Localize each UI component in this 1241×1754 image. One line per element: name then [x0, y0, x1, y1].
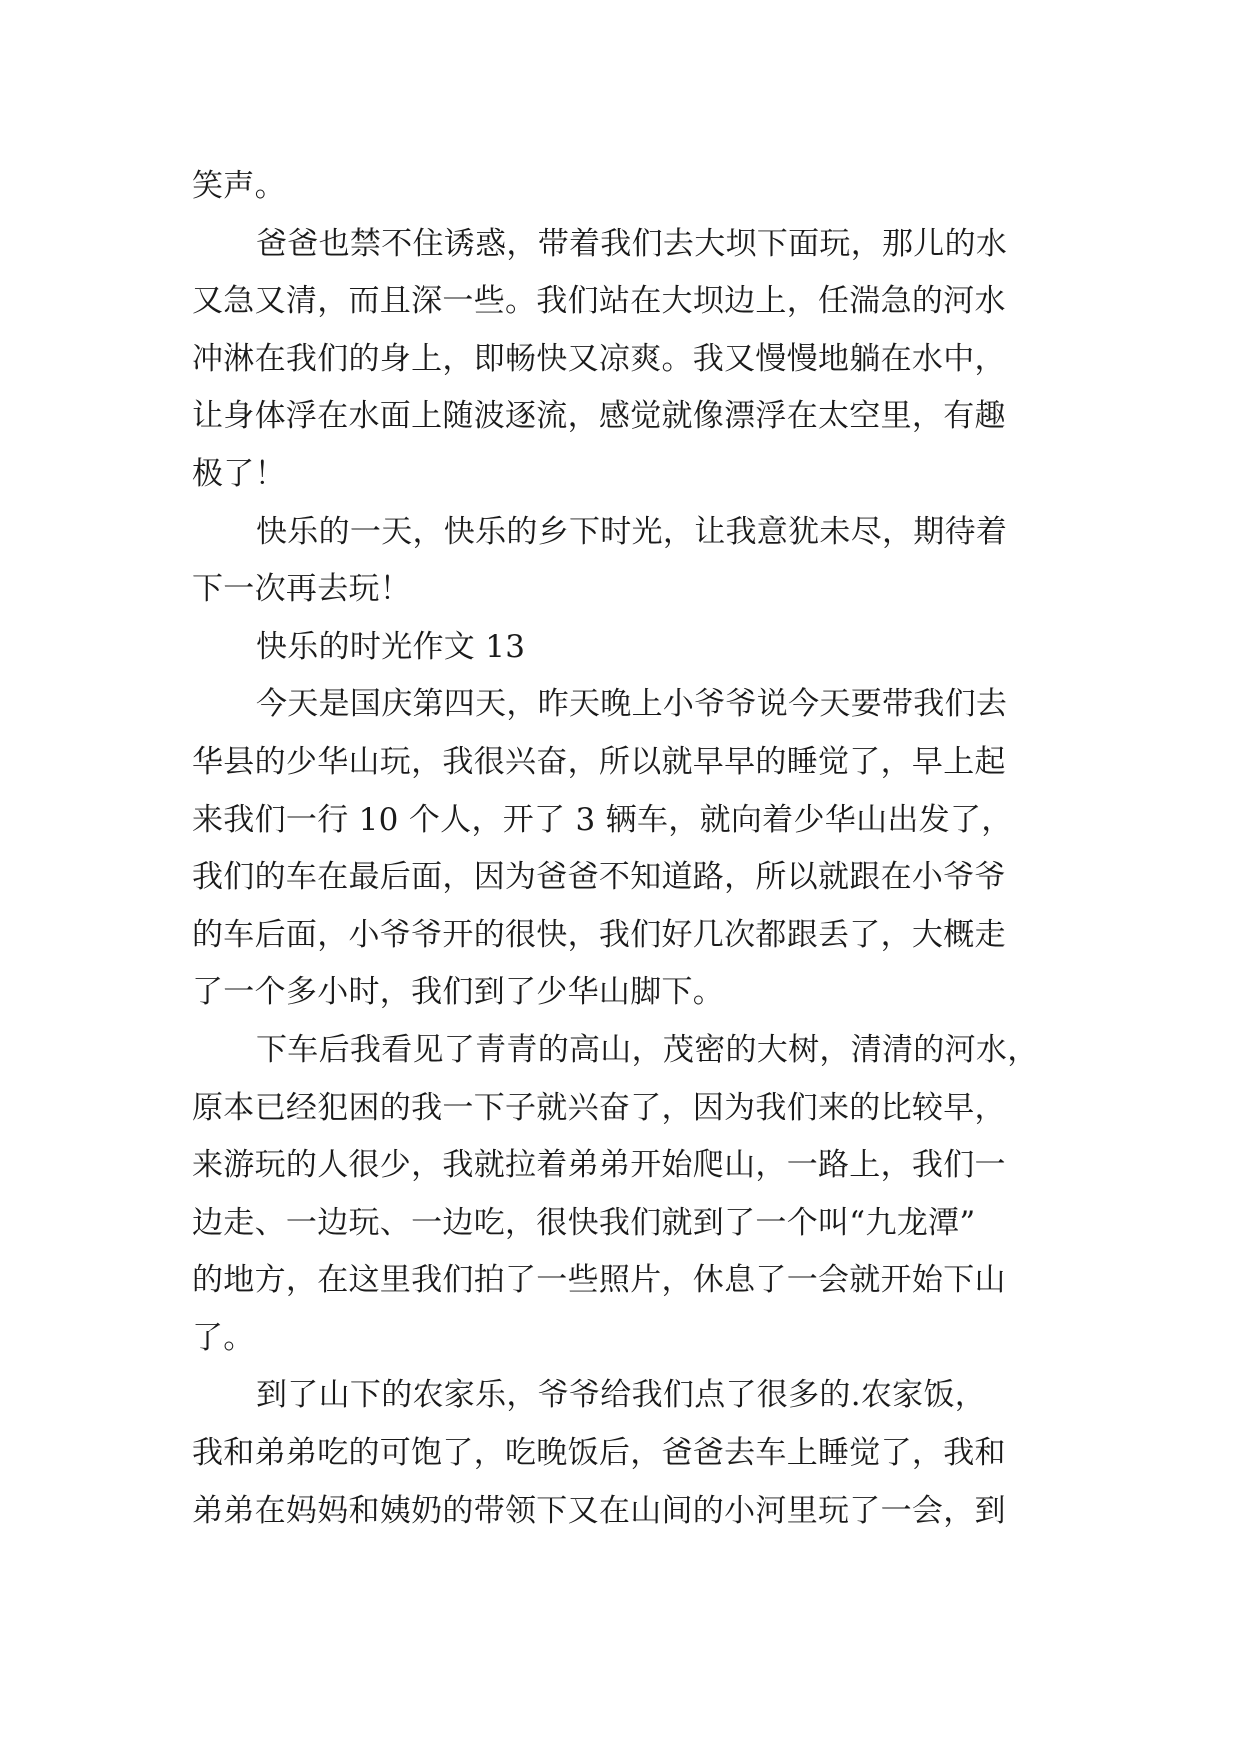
text-line: 冲淋在我们的身上，即畅快又凉爽。我又慢慢地躺在水中，	[192, 340, 1006, 377]
text-line: 笑声。	[192, 168, 286, 204]
text-line: 的车后面，小爷爷开的很快，我们好几次都跟丢了，大概走	[192, 916, 1006, 953]
text-line: 下一次再去玩！	[192, 571, 412, 608]
text-line: 来我们一行 10 个人，开了 3 辆车，就向着少华山出发了，	[192, 801, 1013, 838]
text-line: 弟弟在妈妈和姨奶的带领下又在山间的小河里玩了一会，到	[192, 1492, 1006, 1529]
text-line: 原本已经犯困的我一下子就兴奋了，因为我们来的比较早，	[192, 1089, 1006, 1126]
text-line: 快乐的时光作文 13	[256, 628, 526, 665]
text-line: 的地方，在这里我们拍了一些照片，休息了一会就开始下山	[192, 1262, 1006, 1299]
text-line: 了。	[192, 1319, 255, 1356]
text-line: 爸爸也禁不住诱惑，带着我们去大坝下面玩，那儿的水	[256, 225, 1008, 262]
text-line: 今天是国庆第四天，昨天晚上小爷爷说今天要带我们去	[256, 686, 1008, 723]
text-line: 边走、一边玩、一边吃，很快我们就到了一个叫“九龙潭”	[192, 1204, 976, 1241]
text-line: 华县的少华山玩，我很兴奋，所以就早早的睡觉了，早上起	[192, 743, 1006, 780]
document-body	[192, 158, 1062, 1540]
text-line: 又急又清，而且深一些。我们站在大坝边上，任湍急的河水	[192, 283, 1006, 320]
text-line: 让身体浮在水面上随波逐流，感觉就像漂浮在太空里，有趣	[192, 398, 1006, 435]
text-line: 了一个多小时，我们到了少华山脚下。	[192, 974, 725, 1011]
text-line: 到了山下的农家乐，爷爷给我们点了很多的.农家饭，	[256, 1377, 987, 1414]
text-line: 我们的车在最后面，因为爸爸不知道路，所以就跟在小爷爷	[192, 859, 1006, 896]
text-line: 来游玩的人很少，我就拉着弟弟开始爬山，一路上，我们一	[192, 1147, 1006, 1184]
text-line: 我和弟弟吃的可饱了，吃晚饭后，爸爸去车上睡觉了，我和	[192, 1435, 1006, 1472]
text-line: 下车后我看见了青青的高山，茂密的大树，清清的河水，	[256, 1031, 1039, 1068]
text-line: 极了！	[192, 455, 286, 492]
text-line: 快乐的一天，快乐的乡下时光，让我意犹未尽，期待着	[256, 513, 1008, 550]
